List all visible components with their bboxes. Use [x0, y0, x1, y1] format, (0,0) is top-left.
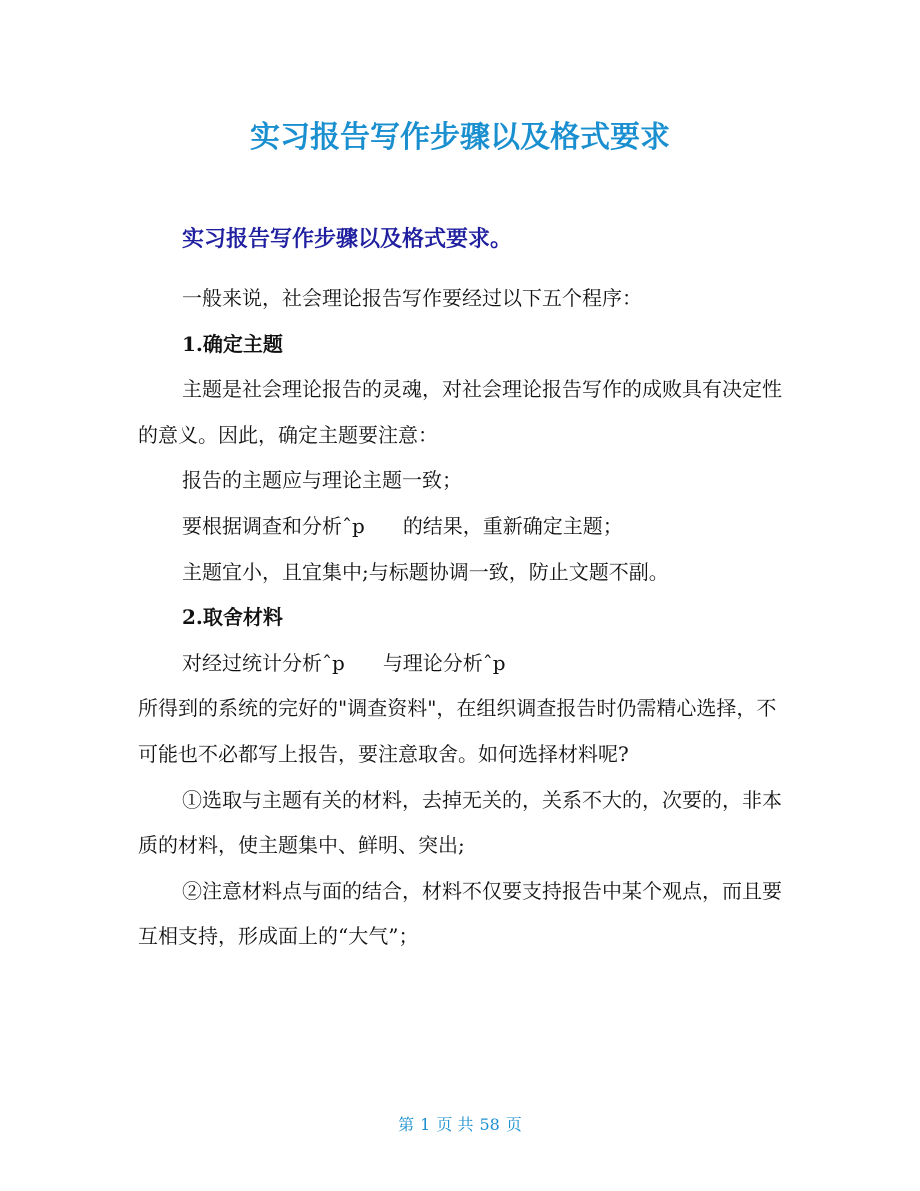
paragraph-point-1: ①选取与主题有关的材料，去掉无关的，关系不大的，次要的，非本质的材料，使主题集中、鲜明、突出;: [138, 787, 782, 858]
paragraph-point-2: ②注意材料点与面的结合，材料不仅要支持报告中某个观点，而且要互相支持，形成面上的“大气”；: [138, 878, 782, 949]
page-footer: [0, 1113, 920, 1137]
paragraph-survey-material: 所得到的系统的完好的"调查资料"，在组织调查报告时仍需精心选择，不可能也不必都写上报告，要注意取舍。如何选择材料呢?: [138, 696, 777, 766]
footer-prefix: 第: [398, 1115, 415, 1134]
subheading-select-material: 2.取舍材料: [182, 605, 283, 630]
document-title: 实习报告写作步骤以及格式要求: [250, 120, 670, 155]
paragraph-analysis: [138, 641, 784, 687]
paragraph-analysis-part2: 与理论分析ˆp: [382, 650, 506, 675]
paragraph-analysis-part1: 对经过统计分析ˆp: [182, 650, 345, 675]
paragraph-topic-reconfirm: [138, 504, 784, 550]
paragraph-topic-consistent: 报告的主题应与理论主题一致；: [182, 468, 462, 493]
paragraph-topic-reconfirm-part2: 的结果，重新确定主题；: [402, 513, 623, 538]
footer-middle: 页 共: [436, 1115, 474, 1134]
paragraph-topic-small: 主题宜小，且宜集中;与标题协调一致，防止文题不副。: [182, 559, 669, 584]
footer-total-pages: 58: [479, 1115, 500, 1134]
footer-current-page: 1: [420, 1115, 431, 1134]
paragraph-topic-reconfirm-part1: 要根据调查和分析ˆp: [182, 513, 365, 538]
body-text: [138, 276, 784, 960]
paragraph-topic-importance: 主题是社会理论报告的灵魂，对社会理论报告写作的成败具有决定性的意义。因此，确定主题要注意：: [138, 377, 782, 447]
paragraph-intro: 一般来说，社会理论报告写作要经过以下五个程序：: [182, 286, 642, 310]
subheading-confirm-topic: 1.确定主题: [182, 331, 283, 356]
section-heading: 实习报告写作步骤以及格式要求。: [182, 227, 513, 252]
footer-suffix: 页: [505, 1115, 522, 1134]
